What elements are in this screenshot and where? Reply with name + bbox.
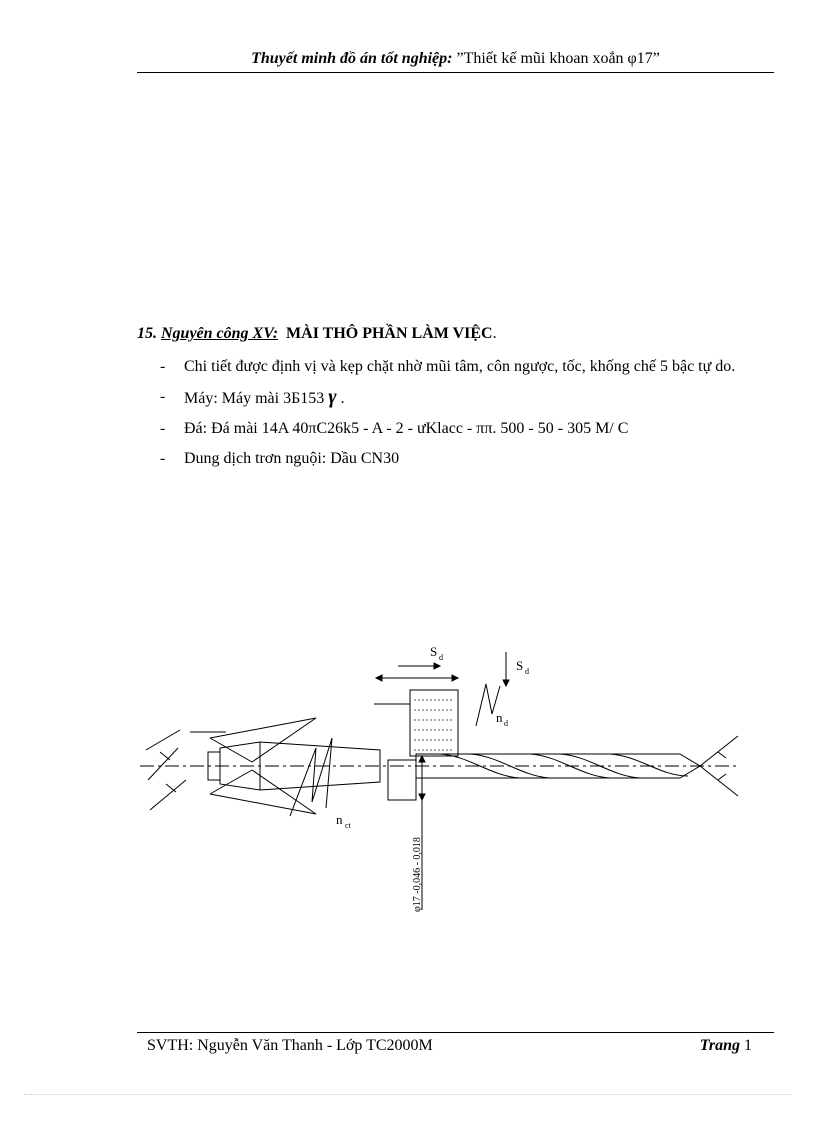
- bullet-fixture: Chi tiết được định vị và kẹp chặt nhờ mũi tâm, côn ngược, tốc, khống chế 5 bậc tự do.: [184, 358, 736, 375]
- label-s-longitudinal: S: [430, 644, 438, 659]
- header-title: ”Thiết kế mũi khoan xoắn φ17”: [452, 50, 660, 67]
- label-s-longitudinal-sub: d: [439, 653, 443, 662]
- label-nd-sub: d: [504, 719, 508, 728]
- section-number: 15.: [137, 325, 157, 342]
- diagram-svg: [140, 630, 750, 930]
- grinding-diagram: [140, 630, 750, 930]
- bullet-coolant: Dung dịch trơn nguội: Dầu CN30: [184, 450, 400, 467]
- page-footer: [137, 1032, 774, 1054]
- list-item: - Dung dịch trơn nguội: Dầu CN30: [160, 444, 740, 474]
- list-item: - Đá: Đá mài 14A 40πC26k5 - A - 2 - ưKlacc - ππ. 500 - 50 - 305 M/ C: [160, 414, 740, 444]
- label-nct-sub: ct: [345, 821, 351, 830]
- page-number: 1: [740, 1037, 752, 1054]
- label-nd: n: [496, 710, 503, 725]
- section-heading: [137, 325, 497, 343]
- list-item: - Chi tiết được định vị và kẹp chặt nhờ mũi tâm, côn ngược, tốc, khống chế 5 bậc tự do.: [160, 352, 740, 382]
- left-support: [146, 730, 186, 810]
- bottom-divider: [24, 1094, 792, 1095]
- label-s-radial-sub: d: [525, 667, 529, 676]
- section-title: MÀI THÔ PHẦN LÀM VIỆC: [286, 325, 493, 342]
- dimension-label: φ17 -0,046 - 0,018: [412, 837, 423, 912]
- bullet-machine: Máy: Máy mài 3Б153: [184, 390, 325, 407]
- header-bold: Thuyết minh đồ án tốt nghiệp:: [251, 50, 453, 67]
- label-nct: n: [336, 812, 343, 827]
- footer-page: Trang 1: [699, 1037, 752, 1054]
- label-s-radial: S: [516, 658, 524, 673]
- section-title-end: .: [492, 325, 497, 342]
- section-label: Nguyên công XV:: [161, 325, 279, 342]
- bullet-wheel: Đá: Đá mài 14A 40πC26k5 - A - 2 - ưKlacc - ππ. 500 - 50 - 305 M/ C: [184, 420, 629, 437]
- footer-author: SVTH: Nguyễn Văn Thanh - Lớp TC2000M: [147, 1037, 433, 1054]
- machine-symbol: γ: [328, 386, 337, 408]
- list-item: - Máy: Máy mài 3Б153 γ .: [160, 386, 345, 408]
- page-header: [137, 50, 774, 73]
- bullet-list: [160, 352, 740, 474]
- drill-rotation: [290, 738, 332, 816]
